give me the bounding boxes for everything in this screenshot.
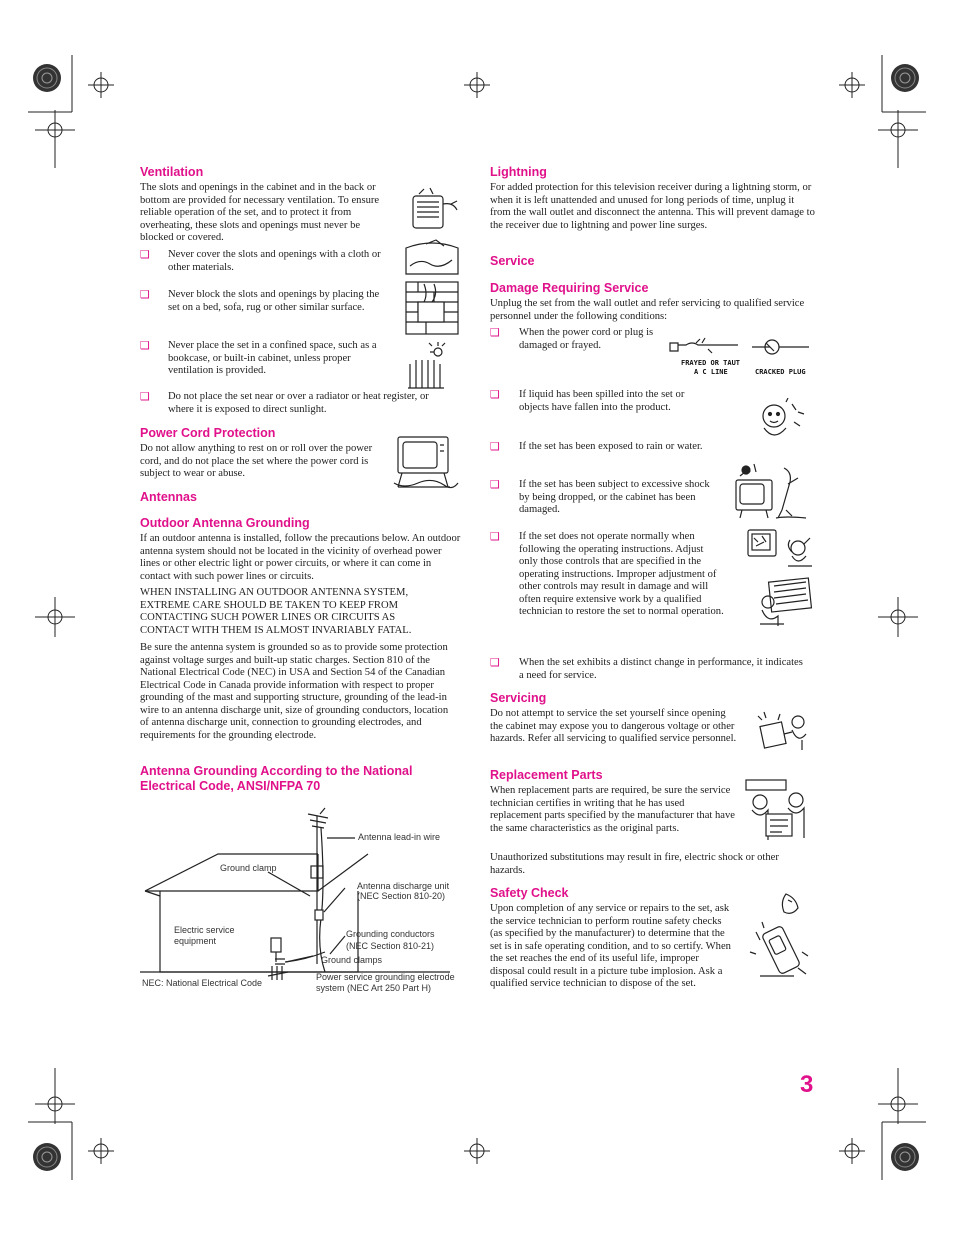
shock-hazard-illustration bbox=[756, 710, 814, 754]
replacement-p2: Unauthorized substitutions may result in fire, electric shock or other hazards. bbox=[490, 852, 779, 876]
damage-bullet-1: When the power cord or plug is damaged or frayed. bbox=[519, 327, 654, 351]
bullet-box-icon: ❑ bbox=[490, 478, 500, 491]
nec-heading: Antenna Grounding According to the National Electrical Code, ANSI/NFPA 70 bbox=[140, 764, 413, 793]
tv-on-bed-illustration bbox=[404, 280, 460, 336]
power-cord-text: Do not allow anything to rest on or roll over the power cord, and do not place the set where the power cord is subject to wear or abuse. bbox=[140, 443, 373, 479]
label-discharge-section: (NEC Section 810-20) bbox=[357, 891, 446, 901]
outdoor-grounding-heading: Outdoor Antenna Grounding bbox=[140, 516, 310, 530]
servicing-text: Do not attempt to service the set yourself since opening the cabinet may expose you to dangerous voltage or other hazards. Refer all servicing to qualified service personnel. bbox=[490, 708, 737, 744]
antennas-heading: Antennas bbox=[140, 490, 197, 504]
tv-power-cord-illustration bbox=[390, 433, 460, 495]
bullet-box-icon: ❑ bbox=[140, 248, 150, 261]
label-nec-definition: NEC: National Electrical Code bbox=[142, 978, 263, 988]
bullet-box-icon: ❑ bbox=[490, 388, 500, 401]
bullet-box-icon: ❑ bbox=[490, 656, 500, 669]
label-grounding-conductors: Grounding conductors bbox=[346, 929, 435, 939]
servicing-heading: Servicing bbox=[490, 691, 547, 705]
damage-bullet-3: If the set has been exposed to rain or water. bbox=[519, 441, 703, 452]
outdoor-grounding-p3: Be sure the antenna system is grounded so as to provide some protection against voltage surges and built-up static charges. Section 810 of the National Electrical Code (NEC) in USA and Section 54 of the Canadian Electrical Code in Canada provide information with respect to proper grounding of the mast and supporting structure, grounding of the lead-in wire to an antenna discharge unit, size of grounding conductors, location of antenna discharge unit, connection to grounding electrodes, and requirements for the grounding electrode. bbox=[140, 642, 449, 741]
lightning-text: For added protection for this television receiver during a lightning storm, or when it is left unattended and unused for long periods of time, unplug it from the wall outlet and disconnect the antenna. This will prevent damage to the receiver due to lightning and power line surges. bbox=[490, 182, 815, 231]
lightning-heading: Lightning bbox=[490, 165, 547, 179]
label-lead-in-wire: Antenna lead-in wire bbox=[358, 832, 441, 842]
label-discharge-unit: Antenna discharge unit bbox=[357, 881, 450, 891]
bullet-box-icon: ❑ bbox=[140, 339, 150, 352]
label-power-electrode-section: system (NEC Art 250 Part H) bbox=[316, 983, 432, 993]
bullet-box-icon: ❑ bbox=[490, 326, 500, 339]
damage-heading: Damage Requiring Service bbox=[490, 281, 649, 295]
service-heading: Service bbox=[490, 254, 535, 268]
outdoor-grounding-warning: WHEN INSTALLING AN OUTDOOR ANTENNA SYSTEM, EXTREME CARE SHOULD BE TAKEN TO KEEP FROM CONTACTING SUCH POWER LINES OR CIRCUITS AS CONTACT WITH THEM IS ALMOST INVARIABLY FATAL. bbox=[140, 587, 412, 636]
ventilation-bullet-3: Never place the set in a confined space, such as a bookcase, or built-in cabinet, unless proper ventilation is provided. bbox=[168, 340, 377, 376]
ventilation-intro: The slots and openings in the cabinet and in the back or bottom are provided for necessary ventilation. To ensure reliable operation of the set, and to protect it from overheating, these slots and openings must never be blocked or covered. bbox=[140, 182, 380, 243]
damage-bullet-6: When the set exhibits a distinct change in performance, it indicates a need for service. bbox=[519, 657, 803, 681]
frayed-plug-illustration bbox=[668, 333, 810, 359]
label-electric-service: Electric service bbox=[174, 925, 235, 935]
dropped-tv-illustration bbox=[732, 458, 812, 520]
tv-back-vents-illustration bbox=[405, 186, 463, 236]
plug-label-frayed: FRAYED OR TAUT bbox=[681, 359, 741, 367]
ventilation-bullet-2: Never block the slots and openings by placing the set on a bed, sofa, rug or other similar surface. bbox=[168, 289, 380, 313]
bullet-box-icon: ❑ bbox=[140, 390, 150, 403]
ventilation-bullet-4: Do not place the set near or over a radiator or heat register, or where it is exposed to direct sunlight. bbox=[168, 391, 429, 415]
tv-not-operating-illustration bbox=[744, 526, 814, 572]
technician-repair-illustration bbox=[756, 576, 814, 628]
power-cord-heading: Power Cord Protection bbox=[140, 426, 276, 440]
label-ground-clamp: Ground clamp bbox=[220, 863, 277, 873]
liquid-spill-illustration bbox=[752, 398, 808, 448]
page-number: 3 bbox=[800, 1071, 814, 1098]
bullet-box-icon: ❑ bbox=[490, 440, 500, 453]
plug-label-cracked: CRACKED PLUG bbox=[755, 368, 806, 376]
technician-certify-illustration bbox=[744, 778, 810, 844]
tv-covered-cloth-illustration bbox=[402, 236, 462, 278]
label-ground-clamps: Ground clamps bbox=[321, 955, 383, 965]
replacement-p1: When replacement parts are required, be sure the service technician certifies in writing that he has used replacement parts specified by the manufacturer that have the same characteristics as the original parts. bbox=[490, 785, 736, 834]
label-electric-equipment: equipment bbox=[174, 936, 217, 946]
safety-text: Upon completion of any service or repairs to the set, ask the service technician to perform routine safety checks (as specified by the manufacturer) to determine that the set is in safe operating condition, and to so certify. When the set reaches the end of its useful life, improper disposal could result in a picture tube implosion. Ask a qualified service technician to dispose of the set. bbox=[490, 903, 731, 989]
bullet-box-icon: ❑ bbox=[490, 530, 500, 543]
label-power-electrode: Power service grounding electrode bbox=[316, 972, 455, 982]
safety-heading: Safety Check bbox=[490, 886, 569, 900]
outdoor-grounding-p1: If an outdoor antenna is installed, follow the precautions below. An outdoor antenna system should not be located in the vicinity of overhead power lines or other electric light or power circuits, or where it can come in contact with such power lines or circuits. bbox=[140, 533, 461, 582]
tv-near-radiator-illustration bbox=[404, 340, 460, 392]
ventilation-heading: Ventilation bbox=[140, 165, 204, 179]
tv-implosion-illustration bbox=[742, 892, 812, 986]
damage-bullet-5: If the set does not operate normally when following the operating instructions. Adjust only those controls that are specified in the operating instructions. Improper adjustment of other controls may result in damage and will often require extensive work by a qualified technician to restore the set to normal operation. bbox=[519, 531, 724, 617]
bullet-box-icon: ❑ bbox=[140, 288, 150, 301]
damage-bullet-4: If the set has been subject to excessive shock by being dropped, or the cabinet has been damaged. bbox=[519, 479, 710, 515]
ventilation-bullet-1: Never cover the slots and openings with a cloth or other materials. bbox=[168, 249, 381, 273]
plug-label-ac-line: A C LINE bbox=[694, 368, 728, 376]
damage-intro: Unplug the set from the wall outlet and refer servicing to qualified service personnel under the following conditions: bbox=[490, 298, 805, 322]
damage-bullet-2: If liquid has been spilled into the set or objects have fallen into the product. bbox=[519, 389, 685, 413]
replacement-heading: Replacement Parts bbox=[490, 768, 603, 782]
label-conductors-section: (NEC Section 810-21) bbox=[346, 941, 435, 951]
